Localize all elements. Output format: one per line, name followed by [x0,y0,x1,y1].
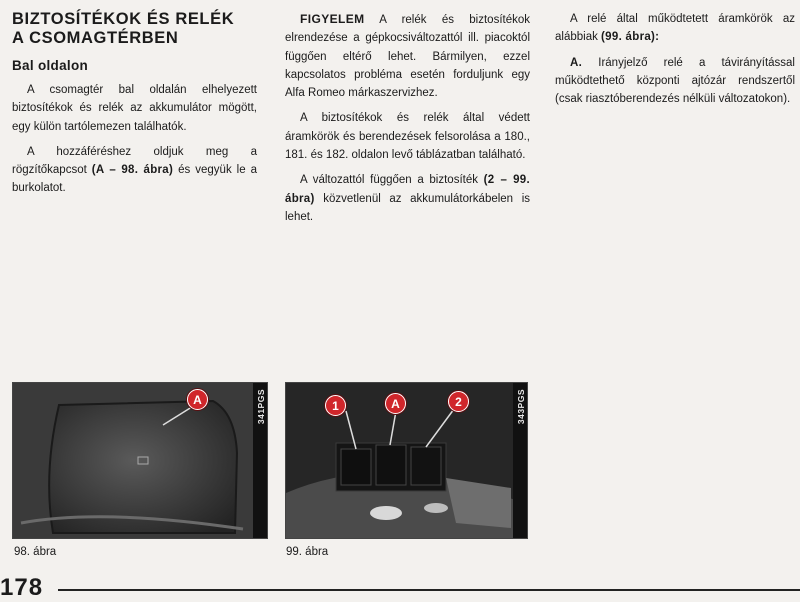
access-text: A hozzáféréshez oldjuk meg a rögzítőkapcsot [12,145,257,177]
warning-label: FIGYELEM [300,12,365,26]
figure-99-photo [285,382,528,539]
relay-intro [555,10,795,47]
warning-text: A relék és biztosítékok elrendezése a gépkocsiváltozattól ill. piacoktól függően eltérő lehet. Bármilyen, ezzel kapcsolatos probléma esetén forduljunk egy Alfa Romeo márkaszervizhez. [285,14,531,100]
battery-fuse-tail: közvetlenül az akkumulátorkábelen is lehet. [285,192,530,223]
figure-98-photo [12,382,268,539]
figure-code: 343PGS [516,389,526,425]
paragraph-access [12,143,257,198]
callout-1-badge: 1 [325,395,346,416]
relay-intro-text: A relé által működtetett áramkörök az alábbiak [555,13,795,44]
section-title [12,10,257,48]
callout-a-badge: A [187,389,208,410]
page-number: 178 [0,574,44,601]
column-left [12,10,257,205]
trunk-cover-illustration [13,383,267,538]
section-title-line1: BIZTOSÍTÉKOK ÉS RELÉK [12,10,235,28]
figure-reference: (99. ábra): [601,31,660,44]
relay-item-label: A. [570,56,583,69]
access-tail: és vegyük le a burkolatot. [12,164,257,195]
section-subtitle: Bal oldalon [12,58,89,73]
figure-code-strip [253,383,267,538]
figure-reference: (2 – 99. ábra) [285,174,530,205]
section-title-line2: A CSOMAGTÉRBEN [12,29,179,47]
footer-rule [58,589,800,591]
column-right [555,10,795,115]
figure-99-caption: 99. ábra [286,546,329,558]
figure-98-caption: 98. ábra [14,546,57,558]
relay-item-a [555,54,795,109]
figure-reference: (A – 98. ábra) [91,164,174,177]
paragraph-location: A csomagtér bal oldalán elhelyezett biztosítékok és relék az akkumulátor mögött, egy külön tartólemezen találhatók. [12,84,257,133]
column-middle [285,10,530,233]
figure-code: 341PGS [256,389,266,425]
figure-code-strip [513,383,527,538]
callout-a-badge: A [385,393,406,414]
relay-item-text: Irányjelző relé a távirányítással működtethető központi ajtózár rendszertől (csak riasztóberendezés nélküli változatokon). [555,56,795,106]
warning-paragraph [285,10,530,102]
paragraph-table-ref: A biztosítékok és relék által védett áramkörök és berendezések felsorolása a 180., 181. és 182. oldalon levő táblázatban található. [285,112,530,162]
fuse-box-illustration [286,383,527,538]
battery-fuse-text: A változattól függően a biztosíték [300,174,478,187]
callout-2-badge: 2 [448,391,469,412]
paragraph-battery-fuse [285,171,530,226]
